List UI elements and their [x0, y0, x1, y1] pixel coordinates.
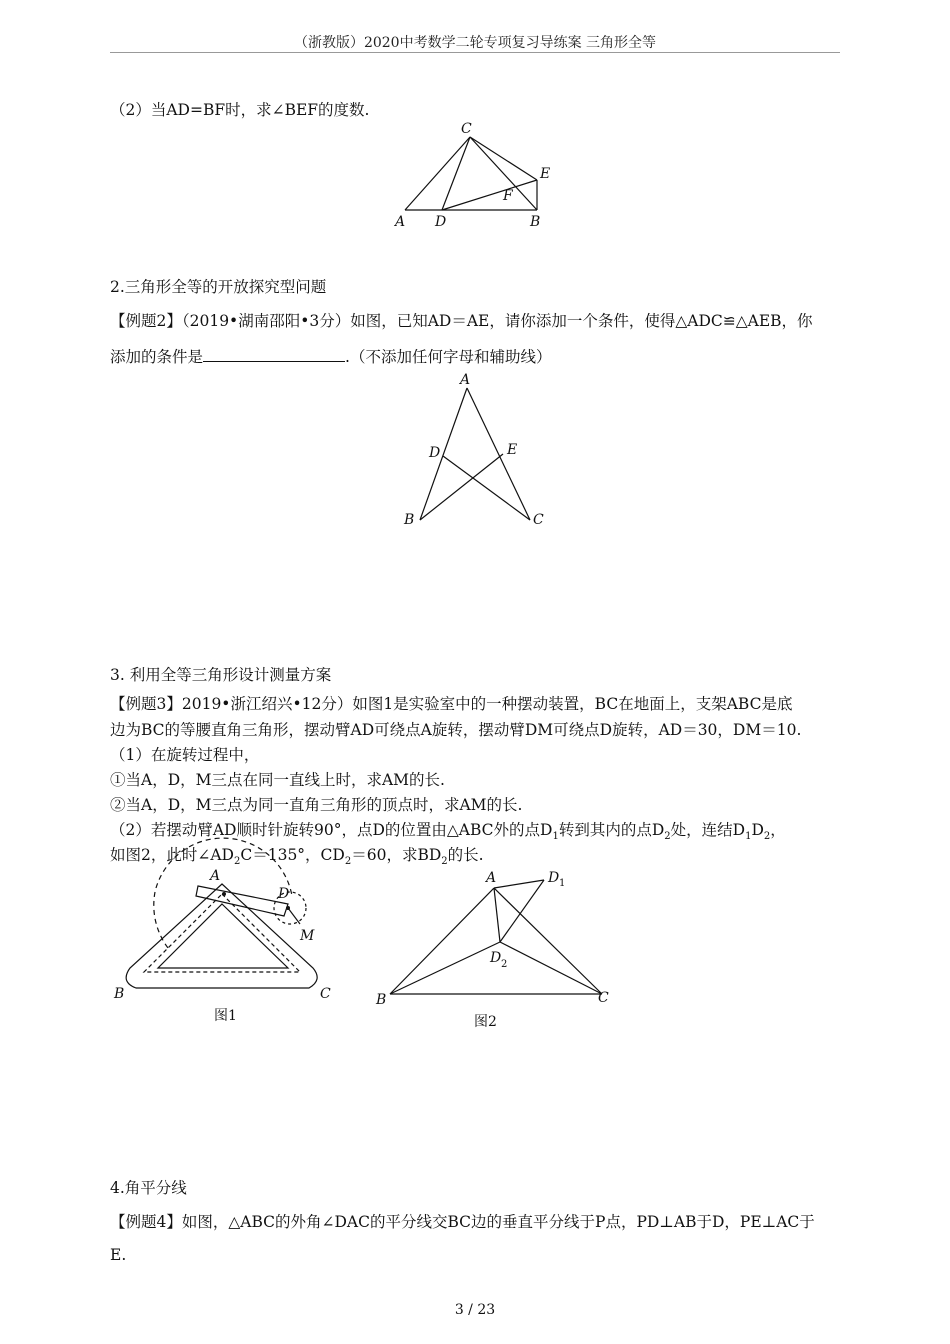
l6-sub-4: 2 — [763, 831, 771, 843]
label-D: D — [278, 886, 290, 902]
header-divider — [110, 52, 840, 53]
label-D2: D — [490, 950, 502, 966]
l6-part-a: （2）若摆动臂AD顺时针旋转90°，点D的位置由△ABC外的点D — [110, 821, 553, 839]
label-C: C — [533, 512, 544, 528]
label-M: M — [300, 928, 315, 944]
page-header: （浙教版）2020中考数学二轮专项复习导练案 三角形全等 — [293, 35, 657, 51]
label-D1-sub: 1 — [559, 878, 566, 889]
example-3-line-7 — [110, 843, 484, 867]
example-2-line-2 — [110, 345, 551, 367]
l7-sub-3: 2 — [441, 856, 448, 868]
answer-blank — [203, 347, 345, 362]
l6-sub-2: 2 — [664, 831, 671, 843]
l7-part-d: 的长. — [447, 846, 484, 864]
label-B: B — [376, 992, 387, 1008]
section-2-title: 2.三角形全等的开放探究型问题 — [110, 278, 327, 296]
label-A: A — [395, 214, 406, 230]
label-D1: D — [548, 870, 560, 886]
l7-part-a: 如图2，此时∠AD — [110, 846, 234, 864]
example-3-line-4: ①当A，D，M三点在同一直线上时，求AM的长. — [110, 771, 445, 789]
l7-sub-2: 2 — [344, 856, 352, 868]
label-B: B — [114, 986, 125, 1002]
label-D2-sub: 2 — [501, 959, 508, 970]
label-C: C — [461, 121, 472, 137]
example-4-line-1: 【例题4】如图，△ABC的外角∠DAC的平分线交BC边的垂直平分线于P点，PD⊥AB于D，PE⊥AC于 — [110, 1213, 815, 1231]
example-3-line-5: ②当A，D，M三点为同一直角三角形的顶点时，求AM的长. — [110, 796, 523, 814]
example-3-line-6 — [110, 818, 786, 842]
page-number: 3 / 23 — [454, 1302, 496, 1318]
example-2-prefix: 添加的条件是 — [110, 348, 204, 366]
figure-1-swing-apparatus — [110, 868, 345, 1028]
figure-2-caption: 图2 — [474, 1014, 497, 1030]
label-E: E — [540, 166, 551, 182]
l7-part-c: ＝60，求BD — [351, 846, 442, 864]
label-B: B — [404, 512, 415, 528]
figure-1-caption: 图1 — [214, 1008, 237, 1024]
l6-sub-1: 1 — [552, 831, 559, 843]
example-3-line-2: 边为BC的等腰直角三角形，摆动臂AD可绕点A旋转，摆动臂DM可绕点D旋转，AD＝30，DM＝10. — [110, 721, 802, 739]
section-3-title: 3. 利用全等三角形设计测量方案 — [110, 666, 332, 684]
label-F: F — [503, 188, 513, 204]
label-B: B — [530, 214, 541, 230]
l6-part-c: 处，连结D — [670, 821, 746, 839]
section-4-title: 4.角平分线 — [110, 1179, 187, 1197]
label-C: C — [598, 990, 609, 1006]
l6-part-e: ， — [770, 821, 786, 839]
example-2-line-1: 【例题2】（2019•湖南邵阳•3分）如图，已知AD＝AE，请你添加一个条件，使得△ADC≌△AEB，你 — [110, 312, 813, 330]
label-A: A — [210, 868, 221, 884]
l6-part-b: 转到其内的点D — [558, 821, 665, 839]
label-D: D — [429, 445, 441, 461]
figure-triangle-acde — [390, 118, 560, 233]
label-A: A — [460, 372, 471, 388]
example-4-line-2: E. — [110, 1246, 127, 1264]
label-A: A — [486, 870, 497, 886]
example-3-line-1: 【例题3】2019•浙江绍兴•12分）如图1是实验室中的一种摆动装置，BC在地面上，支架ABC是底 — [110, 695, 793, 713]
l7-part-b: C＝135°，CD — [240, 846, 345, 864]
l6-part-d: D — [751, 821, 764, 839]
l6-sub-3: 1 — [745, 831, 752, 843]
question-2-text: （2）当AD=BF时，求∠BEF的度数. — [110, 101, 370, 119]
example-3-line-3: （1）在旋转过程中， — [110, 746, 260, 764]
label-C: C — [320, 986, 331, 1002]
figure-triangle-adec — [395, 370, 555, 530]
example-2-suffix: .（不添加任何字母和辅助线） — [345, 348, 552, 366]
label-D: D — [435, 214, 447, 230]
l7-sub-1: 2 — [233, 856, 241, 868]
figure-2-rotated-arm — [372, 866, 622, 1036]
label-E: E — [507, 442, 518, 458]
